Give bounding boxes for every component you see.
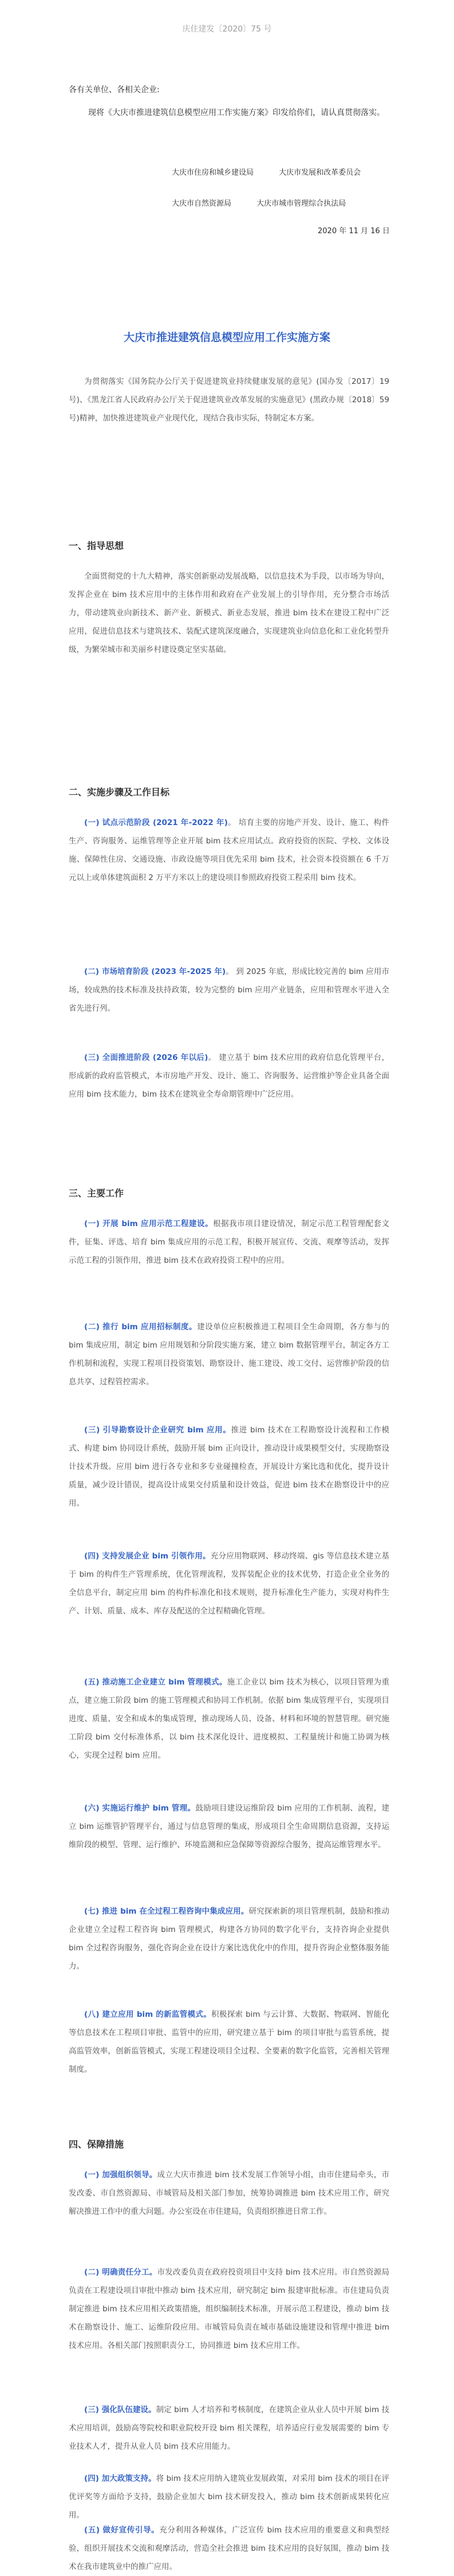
paragraph-lead: (八) 建立应用 bim 的新监管模式。 — [84, 2010, 212, 2019]
issuer: 大庆市发展和改革委员会 — [279, 168, 361, 177]
paragraph-lead: (六) 实施运行维护 bim 管理。 — [84, 1804, 196, 1813]
body-paragraph — [69, 1421, 389, 1513]
body-paragraph — [69, 963, 389, 1018]
paragraph-text: 将 bim 技术应用纳入建筑业发展政策，对采用 bim 技术的项目在评优评奖等方面给予支持，鼓励企业加大 bim 技术研发投入，推动 bim 技术创新成果转化应用。 — [69, 2474, 390, 2520]
paragraph-lead: (五) 推动施工企业建立 bim 管理模式。 — [84, 1678, 227, 1687]
section-heading: 二、实施步骤及工作目标 — [69, 787, 170, 798]
body-paragraph — [69, 1547, 389, 1620]
body-paragraph — [69, 2166, 389, 2221]
paragraph-lead: (三) 引导勘察设计企业研究 bim 应用。 — [84, 1426, 231, 1435]
body-paragraph — [69, 1215, 389, 1270]
body-paragraph — [69, 1049, 389, 1104]
body-paragraph — [69, 814, 389, 887]
body-paragraph — [69, 1318, 389, 1391]
paragraph-lead: (五) 做好宣传引导。 — [84, 2526, 160, 2535]
body-paragraph — [69, 2469, 389, 2524]
notice-text: 现将《大庆市推进建筑信息模型应用工作实施方案》印发给你们，请认真贯彻落实。 — [88, 108, 385, 117]
paragraph-text: 。 到 2025 年底，形成比较完善的 bim 应用市场，较成熟的技术标准及扶持政策，较为完整的 bim 应用产业链条，应用和管理水平进入全省先进行列。 — [69, 967, 389, 1013]
body-paragraph — [69, 2005, 389, 2079]
paragraph-text: 充分利用各种媒体，广泛宣传 bim 技术应用的重要意义和典型经验，组织开展技术交流和观摩活动，营造全社会推进 bim 技术应用的良好氛围，推动 bim 技术在我市建筑业中的推广应用。 — [69, 2526, 389, 2571]
document-title: 大庆市推进建筑信息模型应用工作实施方案 — [123, 331, 330, 344]
paragraph-text: 建设单位应积极推进工程项目全生命周期，各方参与的 bim 集成应用，制定 bim 应用规划和分阶段实施方案，建立 bim 数据管理平台，制定各方工作机制和流程，实现工程项目投资策划、勘察设计、施工建设、竣工交付、运营维护阶段的信息共享、过程管控需求。 — [69, 1322, 389, 1387]
paragraph-lead: (七) 推进 bim 在全过程工程咨询中集成应用。 — [84, 1907, 249, 1916]
paragraph-lead: (一) 开展 bim 应用示范工程建设。 — [84, 1219, 214, 1228]
paragraph-lead: (四) 支持发展企业 bim 引领作用。 — [84, 1552, 211, 1561]
body-paragraph — [69, 2521, 389, 2576]
paragraph-text: 积极探索 bim 与云计算、大数据、物联网、智能化等信息技术在工程项目审批、监管中的应用，研究建立基于 bim 的项目审批与监管系统，提高监管效率，创新监管模式，实现工程建设项目全过程、全要素的数字化监管，完善相关管理制度。 — [69, 2010, 389, 2074]
body-paragraph — [69, 1799, 389, 1854]
body-paragraph — [69, 1673, 389, 1765]
paragraph-lead: (一) 加强组织领导。 — [84, 2170, 157, 2180]
paragraph-text: 鼓励项目建设运维阶段 bim 应用的工作机制、流程，建立 bim 运维管护管理平台，通过与信息管理的集成，形成项目全生命周期信息资源，支持运维阶段的模型、管理、运行维护、环境监测和应急保障等资源综合服务，提高运维管理水平。 — [69, 1804, 389, 1849]
paragraph-text: 全面贯彻党的十九大精神，落实创新驱动发展战略，以信息技术为手段，以市场为导向，发挥企业在 bim 技术应用中的主体作用和政府在产业发展上的引导作用，充分整合市场活力，带动建筑业向新技术、新产业、新模式、新业态发展，推进 bim 技术在建设工程中广泛应用，促进信息技术与建筑技术、装配式建筑深度融合，实现建筑业向信息化和工业化转型升级，为繁荣城市和美丽乡村建设奠定坚实基础。 — [69, 572, 389, 654]
paragraph-text: 研究探索新的项目管理机制，鼓励和推动企业建立全过程工程咨询 bim 管理模式，构建各方协同的数字化平台，支持咨询企业提供 bim 全过程咨询服务，强化咨询企业在设计方案比选优化中的作用，提升咨询企业整体服务能力。 — [69, 1907, 389, 1971]
issuer: 大庆市住房和城乡建设局 — [172, 168, 254, 177]
paragraph-text: 成立大庆市推进 bim 技术发展工作领导小组，由市住建局牵头，市发改委、市自然资源局、市城管局及相关部门参加，统筹协调推进 bim 技术应用工作，研究解决推进工作中的重大问题。办公室设在市住建局，负责组织推进日常工作。 — [69, 2170, 389, 2216]
body-paragraph — [69, 2401, 389, 2456]
paragraph-lead: (一) 试点示范阶段 (2021 年-2022 年) — [84, 818, 228, 827]
body-paragraph — [69, 2263, 389, 2355]
paragraph-text: 市发改委负责在政府投资项目中支持 bim 技术应用。市自然资源局负责在工程建设项目审批中推动 bim 技术应用，研究制定 bim 报建审批标准。市住建局负责制定推进 bim 技术应用相关政策措施，组织编制技术标准，开展示范工程建设，推动 bim 技术在勘察设计、施工、运维阶段应用。市城管局负责在城市基础设施建设和管理中推进 bim 技术应用。各相关部门按照职责分工，协同推进 bim 技术应用工作。 — [69, 2268, 389, 2350]
paragraph-text: 充分应用物联网、移动终端、gis 等信息技术建立基于 bim 的构件生产管理系统，优化管理流程，发挥装配企业的技术优势，打造企业全业务的全信息平台，制定应用 bim 的构件标准化和技术规则，提升标准化生产能力，实现对构件生产、计划、质量、成本、库存及配送的全过程精确化管理。 — [69, 1552, 389, 1616]
section-heading: 一、指导思想 — [69, 540, 124, 551]
issuer-row — [172, 166, 361, 177]
section-heading: 四、保障措施 — [69, 2139, 124, 2150]
paragraph-text: 。 培育主要的房地产开发、设计、施工、构件生产、咨询服务、运维管理等企业开展 bim 技术应用试点。政府投资的医院、学校、文体设施、保障性住房、交通设施、市政设施等项目优先采用 bim 技术，社会资本投资额在 6 千万元以上或单体建筑面积 2 万平方米以上的建设项目参照政府投资工程采用 bim 技术。 — [69, 818, 389, 882]
paragraph-text: 制定 bim 人才培养和考核制度，在建筑企业从业人员中开展 bim 技术应用培训，鼓励高等院校和职业院校开设 bim 相关课程，培养适应行业发展需要的 bim 专业技术人才，提升从业人员 bim 技术应用能力。 — [69, 2405, 390, 2451]
paragraph-text: 推进 bim 技术在工程勘察设计流程和工作模式、构建 bim 协同设计系统，鼓励开展 bim 正向设计，推动设计成果模型交付，实现勘察设计技术升级。应用 bim 进行各专业和多专业碰撞检查，开展设计方案比选和优化，提升设计质量，减少设计错误，提高设计成果交付质量和设计效益，促进 bim 技术在勘察设计中的应用。 — [69, 1426, 389, 1508]
paragraph-lead: (二) 明确责任分工。 — [84, 2268, 157, 2277]
addressee: 各有关单位、各相关企业: — [69, 85, 160, 95]
paragraph-text: 根据我市项目建设情况，制定示范工程管理配套文件，征集、评选、培育 bim 集成应用的示范工程，积极开展宣传、交流、观摩等活动，发挥示范工程的引领作用，推进 bim 技术在政府投资工程中的应用。 — [69, 1219, 389, 1265]
paragraph-lead: (三) 全面推进阶段 (2026 年以后) — [84, 1053, 208, 1062]
body-paragraph — [69, 567, 389, 659]
issuer-row — [172, 197, 346, 208]
paragraph-text: 施工企业以 bim 技术为核心，以项目管理为重点，建立施工阶段 bim 的施工管理模式和协同工作机制。依据 bim 集成管理平台，实现项目进度、质量、安全和成本的集成管理，推动现场人员、设备、材料和环境的智慧管理。研究施工阶段 bim 交付标准体系，以 bim 技术深化设计、进度模拟、工程量统计和施工协调为核心，实现全过程 bim 应用。 — [69, 1678, 389, 1760]
paragraph-text: 。 建立基于 bim 技术应用的政府信息化管理平台，形成新的政府监管模式，本市房地产开发、设计、施工、咨询服务、运营维护等企业具备全面应用 bim 技术能力，bim 技术在建筑业全寿命期管理中广泛应用。 — [69, 1053, 389, 1099]
paragraph-lead: (二) 推行 bim 应用招标制度。 — [84, 1322, 198, 1332]
paragraph-lead: (四) 加大政策支持。 — [84, 2474, 156, 2483]
paragraph-lead: (二) 市场培育阶段 (2023 年-2025 年) — [84, 967, 226, 976]
intro-paragraph: 为贯彻落实《国务院办公厅关于促进建筑业持续健康发展的意见》(国办发〔2017〕19 号)、《黑龙江省人民政府办公厅关于促进建筑业改革发展的实施意见》(黑政办规〔2018〕59 号)精神，加快推进建筑业产业现代化，现结合我市实际，特制定本方案。 — [69, 377, 389, 423]
issue-date: 2020 年 11 月 16 日 — [318, 227, 390, 235]
paragraph-lead: (三) 强化队伍建设。 — [84, 2405, 156, 2414]
issuer: 大庆市城市管理综合执法局 — [256, 199, 346, 208]
document-number: 庆住建发〔2020〕75 号 — [182, 25, 272, 34]
body-paragraph — [69, 1902, 389, 1976]
section-heading: 三、主要工作 — [69, 1188, 124, 1199]
issuer: 大庆市自然资源局 — [172, 199, 232, 208]
